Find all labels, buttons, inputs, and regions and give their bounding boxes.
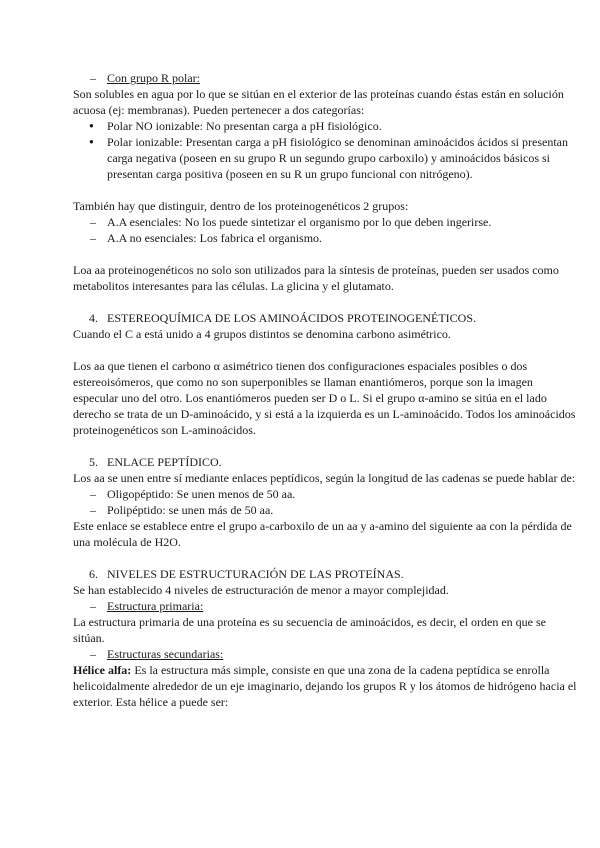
section-5-outro: Este enlace se establece entre el grupo a-carboxilo de un aa y a-amino del siguiente aa con la pérdida de una molécula de H2O. [73, 519, 572, 549]
groups-intro: También hay que distinguir, dentro de los proteinogenéticos 2 grupos: [73, 199, 409, 213]
section-5-intro: Los aa se unen entre sí mediante enlaces peptídicos, según la longitud de las cadenas se puede hablar de: [73, 471, 576, 485]
section-5-heading: 5. ENLACE PEPTÍDICO. [89, 455, 222, 469]
primary-structure-heading: – Estructura primaria: [73, 598, 580, 614]
section-5-item-1: – Oligopéptido: Se unen menos de 50 aa. [73, 486, 580, 502]
primary-structure-text: La estructura primaria de una proteína es su secuencia de aminoácidos, es decir, el orden en que se sitúan. [73, 615, 546, 645]
section-4-line: Cuando el C a está unido a 4 grupos distintos se denomina carbono asimétrico. [73, 327, 451, 341]
section-4-heading: 4. ESTEREOQUÍMICA DE LOS AMINOÁCIDOS PROTEINOGENÉTICOS. [89, 311, 476, 325]
section-6-intro: Se han establecido 4 niveles de estructuración de menor a mayor complejidad. [73, 583, 449, 597]
helix-label: Hélice alfa: [73, 663, 132, 677]
metabolites-paragraph: Loa aa proteinogenéticos no solo son utilizados para la síntesis de proteínas, pueden ser usados como metabolitos interesantes para las células. La glicina y el glutamato. [73, 263, 559, 293]
section-5-item-2: – Polipéptido: se unen más de 50 aa. [73, 502, 580, 518]
groups-item-1: – A.A esenciales: No los puede sintetizar el organismo por lo que deben ingerirse. [73, 214, 580, 230]
polar-heading: – Con grupo R polar: [73, 70, 580, 86]
groups-item-2: – A.A no esenciales: Los fabrica el organismo. [73, 230, 580, 246]
helix-paragraph [73, 662, 580, 710]
polar-bullet-2: ● Polar ionizable: Presentan carga a pH fisiológico se denominan aminoácidos ácidos si presentan carga negativa (poseen en su grupo R un segundo grupo carboxilo) y aminoácidos básicos si presentan carga positiva (poseen en su R un grupo funcional con nitrógeno). [73, 134, 580, 182]
polar-intro: Son solubles en agua por lo que se sitúan en el exterior de las proteínas cuando éstas están en solución acuosa (ej: membranas). Pueden pertenecer a dos categorías: [73, 87, 564, 117]
secondary-structure-heading: – Estructuras secundarias: [73, 646, 580, 662]
section-6-heading: 6. NIVELES DE ESTRUCTURACIÓN DE LAS PROTEÍNAS. [89, 567, 404, 581]
helix-text: Es la estructura más simple, consiste en que una zona de la cadena peptídica se enrolla helicoidalmente alrededor de un eje imaginario, dejando los grupos R y los átomos de hidrógeno hacia el exterior. Esta hélice a puede ser: [73, 663, 577, 709]
section-4-paragraph: Los aa que tienen el carbono α asimétrico tienen dos configuraciones espaciales posibles o dos estereoisómeros, que como no son superponibles se llaman enantiómeros, porque son la imagen especular uno del otro. Los enantiómeros pueden ser D o L. Si el grupo α-amino se sitúa en el lado derecho se trata de un D-aminoácido, y si está a la izquierda es un L-aminoácido. Todos los aminoácidos proteinogenéticos son L-aminoácidos. [73, 359, 576, 437]
polar-bullet-1: ● Polar NO ionizable: No presentan carga a pH fisiológico. [73, 118, 580, 134]
